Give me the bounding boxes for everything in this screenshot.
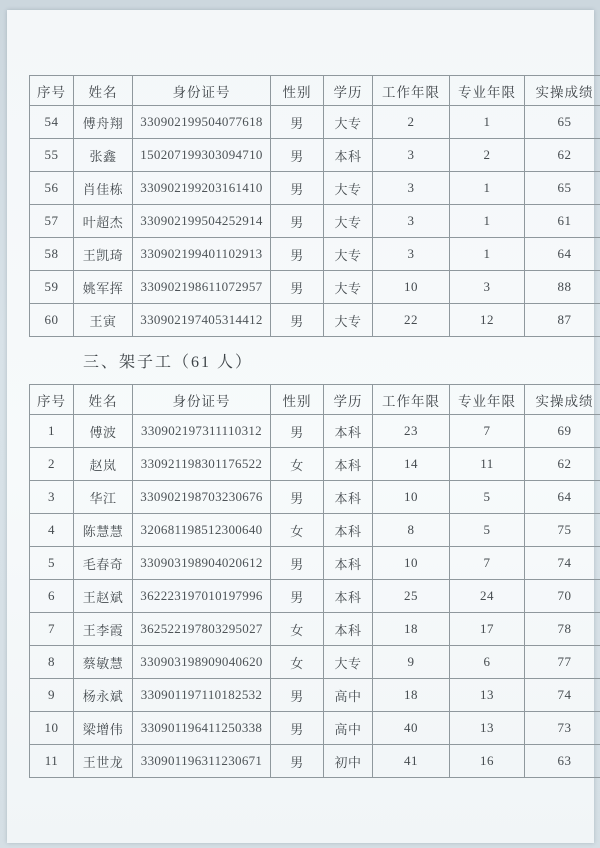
- table-cell: 6: [30, 580, 74, 613]
- table-row: [30, 646, 600, 679]
- column-header: 性别: [271, 385, 324, 415]
- column-header: 姓名: [74, 76, 133, 106]
- document-paper: [7, 10, 594, 843]
- column-header: 序号: [30, 76, 74, 106]
- table-cell: 330901196311230671: [133, 745, 271, 778]
- header-row: [30, 76, 600, 106]
- table-cell: 9: [30, 679, 74, 712]
- column-header: 专业年限: [450, 76, 525, 106]
- table-cell: 150207199303094710: [133, 139, 271, 172]
- table-cell: 2: [450, 139, 525, 172]
- table-cell: 70: [525, 580, 600, 613]
- roster-table-scaffolders: [29, 384, 600, 778]
- table-cell: 25: [373, 580, 450, 613]
- table-cell: 23: [373, 415, 450, 448]
- table-row: [30, 415, 600, 448]
- table-cell: 330901197110182532: [133, 679, 271, 712]
- table-cell: 张鑫: [74, 139, 133, 172]
- table-cell: 男: [271, 304, 324, 337]
- table-cell: 男: [271, 415, 324, 448]
- table-cell: 87: [525, 304, 600, 337]
- table-cell: 330902198611072957: [133, 271, 271, 304]
- table-cell: 13: [450, 712, 525, 745]
- table-cell: 6: [450, 646, 525, 679]
- table-cell: 王凯琦: [74, 238, 133, 271]
- table-cell: 5: [30, 547, 74, 580]
- table-row: [30, 514, 600, 547]
- table-cell: 本科: [324, 481, 373, 514]
- table-cell: 65: [525, 106, 600, 139]
- section-title: 三、架子工（61 人）: [83, 354, 254, 371]
- table-cell: 10: [373, 271, 450, 304]
- table-cell: 男: [271, 106, 324, 139]
- table-cell: 3: [373, 139, 450, 172]
- table-cell: 陈慧慧: [74, 514, 133, 547]
- table-cell: 大专: [324, 304, 373, 337]
- table-cell: 330902199401102913: [133, 238, 271, 271]
- roster-table-continued: [29, 75, 600, 337]
- table-cell: 4: [30, 514, 74, 547]
- table-cell: 男: [271, 712, 324, 745]
- column-header: 身份证号: [133, 385, 271, 415]
- column-header: 实操成绩: [525, 385, 600, 415]
- table-cell: 姚军挥: [74, 271, 133, 304]
- table-cell: 11: [450, 448, 525, 481]
- table-cell: 1: [450, 205, 525, 238]
- table-cell: 男: [271, 139, 324, 172]
- table-cell: 74: [525, 679, 600, 712]
- table-cell: 10: [373, 481, 450, 514]
- table-cell: 330903198909040620: [133, 646, 271, 679]
- table-cell: 8: [373, 514, 450, 547]
- table-row: [30, 271, 600, 304]
- table-row: [30, 481, 600, 514]
- column-header: 实操成绩: [525, 76, 600, 106]
- table-row: [30, 238, 600, 271]
- table-cell: 男: [271, 745, 324, 778]
- table-cell: 3: [373, 205, 450, 238]
- table-cell: 64: [525, 238, 600, 271]
- table-cell: 330901196411250338: [133, 712, 271, 745]
- table-cell: 41: [373, 745, 450, 778]
- table-cell: 本科: [324, 514, 373, 547]
- table-row: [30, 139, 600, 172]
- table-cell: 本科: [324, 415, 373, 448]
- column-header: 学历: [324, 76, 373, 106]
- table-cell: 14: [373, 448, 450, 481]
- column-header: 性别: [271, 76, 324, 106]
- table-cell: 华江: [74, 481, 133, 514]
- table-row: [30, 712, 600, 745]
- table-cell: 男: [271, 481, 324, 514]
- table-cell: 65: [525, 172, 600, 205]
- table-cell: 330921198301176522: [133, 448, 271, 481]
- column-header: 序号: [30, 385, 74, 415]
- table-cell: 78: [525, 613, 600, 646]
- table-cell: 57: [30, 205, 74, 238]
- table-cell: 赵岚: [74, 448, 133, 481]
- table-cell: 高中: [324, 679, 373, 712]
- table-row: [30, 613, 600, 646]
- column-header: 工作年限: [373, 76, 450, 106]
- table-cell: 330902199504077618: [133, 106, 271, 139]
- table-cell: 女: [271, 448, 324, 481]
- table-cell: 3: [30, 481, 74, 514]
- table-cell: 3: [373, 172, 450, 205]
- table-cell: 大专: [324, 106, 373, 139]
- table-cell: 56: [30, 172, 74, 205]
- table-cell: 362522197803295027: [133, 613, 271, 646]
- table-row: [30, 448, 600, 481]
- table-cell: 55: [30, 139, 74, 172]
- table-cell: 7: [450, 547, 525, 580]
- column-header: 工作年限: [373, 385, 450, 415]
- table-cell: 男: [271, 679, 324, 712]
- table-cell: 1: [450, 238, 525, 271]
- table-cell: 初中: [324, 745, 373, 778]
- table-cell: 本科: [324, 448, 373, 481]
- table-cell: 5: [450, 481, 525, 514]
- table-cell: 18: [373, 613, 450, 646]
- table-cell: 蔡敏慧: [74, 646, 133, 679]
- table-cell: 40: [373, 712, 450, 745]
- table-cell: 2: [30, 448, 74, 481]
- table-cell: 11: [30, 745, 74, 778]
- table-cell: 62: [525, 448, 600, 481]
- table-row: [30, 547, 600, 580]
- table-cell: 75: [525, 514, 600, 547]
- table-cell: 74: [525, 547, 600, 580]
- table-cell: 10: [30, 712, 74, 745]
- table-row: [30, 304, 600, 337]
- table-cell: 54: [30, 106, 74, 139]
- table-cell: 女: [271, 646, 324, 679]
- table-cell: 女: [271, 514, 324, 547]
- table-row: [30, 172, 600, 205]
- table-cell: 男: [271, 271, 324, 304]
- table-cell: 梁增伟: [74, 712, 133, 745]
- table-cell: 女: [271, 613, 324, 646]
- table-cell: 王寅: [74, 304, 133, 337]
- column-header: 专业年限: [450, 385, 525, 415]
- table-cell: 77: [525, 646, 600, 679]
- table-cell: 64: [525, 481, 600, 514]
- table-cell: 63: [525, 745, 600, 778]
- table-cell: 大专: [324, 205, 373, 238]
- table-cell: 330902199203161410: [133, 172, 271, 205]
- table-row: [30, 205, 600, 238]
- table-cell: 本科: [324, 547, 373, 580]
- table-cell: 16: [450, 745, 525, 778]
- table-cell: 58: [30, 238, 74, 271]
- table-cell: 61: [525, 205, 600, 238]
- table-cell: 王世龙: [74, 745, 133, 778]
- table-cell: 男: [271, 580, 324, 613]
- table-cell: 13: [450, 679, 525, 712]
- table-cell: 大专: [324, 646, 373, 679]
- table-cell: 1: [450, 106, 525, 139]
- table-cell: 3: [450, 271, 525, 304]
- table-cell: 330902199504252914: [133, 205, 271, 238]
- table-cell: 大专: [324, 271, 373, 304]
- table-cell: 3: [373, 238, 450, 271]
- table-cell: 10: [373, 547, 450, 580]
- table-cell: 8: [30, 646, 74, 679]
- table-cell: 7: [450, 415, 525, 448]
- table-cell: 男: [271, 205, 324, 238]
- table-row: [30, 106, 600, 139]
- table-cell: 88: [525, 271, 600, 304]
- table-cell: 73: [525, 712, 600, 745]
- table-cell: 男: [271, 238, 324, 271]
- table-cell: 本科: [324, 580, 373, 613]
- table-cell: 本科: [324, 139, 373, 172]
- table-cell: 18: [373, 679, 450, 712]
- table-cell: 330902197405314412: [133, 304, 271, 337]
- table-cell: 肖佳栋: [74, 172, 133, 205]
- table-cell: 320681198512300640: [133, 514, 271, 547]
- table-cell: 12: [450, 304, 525, 337]
- table-cell: 330903198904020612: [133, 547, 271, 580]
- table-cell: 1: [450, 172, 525, 205]
- table-cell: 2: [373, 106, 450, 139]
- table-cell: 69: [525, 415, 600, 448]
- column-header: 姓名: [74, 385, 133, 415]
- table-cell: 60: [30, 304, 74, 337]
- table-row: [30, 745, 600, 778]
- column-header: 身份证号: [133, 76, 271, 106]
- table-row: [30, 580, 600, 613]
- table-cell: 24: [450, 580, 525, 613]
- table-cell: 7: [30, 613, 74, 646]
- table-row: [30, 679, 600, 712]
- table-cell: 362223197010197996: [133, 580, 271, 613]
- table-cell: 大专: [324, 172, 373, 205]
- table-cell: 大专: [324, 238, 373, 271]
- table-cell: 1: [30, 415, 74, 448]
- table-cell: 男: [271, 547, 324, 580]
- table-cell: 62: [525, 139, 600, 172]
- table-cell: 17: [450, 613, 525, 646]
- table-cell: 9: [373, 646, 450, 679]
- table-cell: 王李霞: [74, 613, 133, 646]
- table-cell: 傅波: [74, 415, 133, 448]
- table-cell: 杨永斌: [74, 679, 133, 712]
- table-cell: 王赵斌: [74, 580, 133, 613]
- table-cell: 22: [373, 304, 450, 337]
- table-cell: 330902198703230676: [133, 481, 271, 514]
- column-header: 学历: [324, 385, 373, 415]
- table-cell: 傅舟翔: [74, 106, 133, 139]
- table-cell: 本科: [324, 613, 373, 646]
- table-cell: 叶超杰: [74, 205, 133, 238]
- table-cell: 5: [450, 514, 525, 547]
- table-cell: 330902197311110312: [133, 415, 271, 448]
- table-cell: 毛春奇: [74, 547, 133, 580]
- header-row: [30, 385, 600, 415]
- table-cell: 高中: [324, 712, 373, 745]
- table-cell: 男: [271, 172, 324, 205]
- table-cell: 59: [30, 271, 74, 304]
